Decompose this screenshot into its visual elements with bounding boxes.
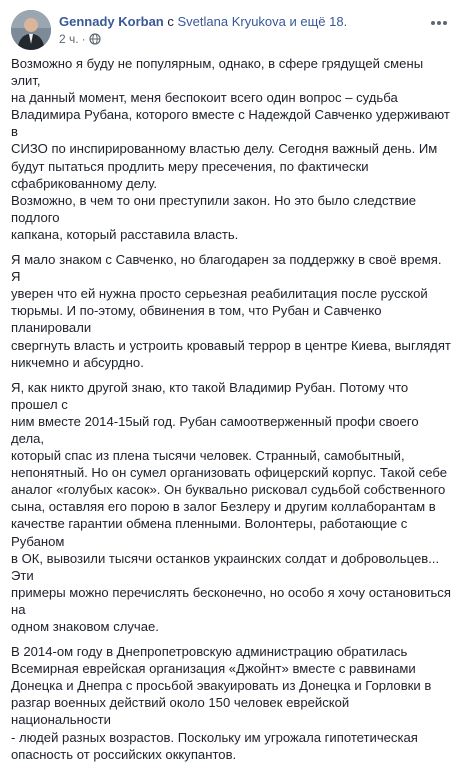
avatar-image: [11, 10, 51, 50]
post-text-line: никчемно и абсурдно.: [11, 354, 144, 370]
post-text-line: Всемирная еврейская организация «Джойнт» вместе с раввинами: [11, 661, 416, 677]
post-text-line: качестве гарантии обмена пленными. Волонтеры, работающие с Рубаном: [11, 516, 408, 549]
globe-icon[interactable]: [89, 33, 101, 49]
post-text-line: В 2014-ом году в Днепропетровскую администрацию обратилась: [11, 644, 408, 660]
tagged-people-link[interactable]: Svetlana Kryukova и ещё 18.: [177, 14, 348, 29]
post-meta: [59, 31, 101, 49]
post-text-line: который спас из плена тысячи человек. Странный, самобытный,: [11, 448, 405, 464]
post-text-line: будут пытаться продлить меру пресечения, по фактически: [11, 158, 369, 174]
post-text-line: Возможно, в чем то они преступили закон. Но это было следствие подлого: [11, 192, 417, 225]
post-text-line: сына, оставляя его порою в залог Безлеру и другим коллаборантам в: [11, 499, 436, 515]
post-text-line: свергнуть власть и устроить кровавый террор в центре Киева, выглядят: [11, 337, 451, 353]
post-text-line: ним вместе 2014-15ый год. Рубан самоотверженный профи своего дела,: [11, 413, 419, 446]
post-paragraph-2: [11, 251, 452, 371]
post-body: [11, 55, 452, 771]
post-text-line: капкана, который расставила власть.: [11, 226, 239, 242]
post-text-line: СИЗО по инспирированному властью делу. Сегодня важный день. Им: [11, 141, 438, 157]
post-text-line: Я мало знаком с Савченко, но благодарен за поддержку в своё время. Я: [11, 252, 442, 285]
post-paragraph-1: [11, 55, 452, 243]
post-text-line: на данный момент, меня беспокоит всего один вопрос – судьба: [11, 90, 398, 106]
post-text-line: Владимира Рубана, которого вместе с Надеждой Савченко удерживают в: [11, 107, 450, 140]
post-text-line: аналог «голубых касок». Он буквально рисковал судьбой собственного: [11, 482, 446, 498]
with-word: с: [167, 14, 174, 29]
post-title-line: [59, 13, 347, 30]
post-text-line: - людей разных возрастов. Поскольку им угрожала гипотетическая: [11, 729, 418, 745]
post-timestamp[interactable]: 2 ч.: [59, 32, 79, 46]
post-text-line: Донецка и Днепра с просьбой эвакуировать из Донецка и Горловки в: [11, 678, 432, 694]
more-options-icon[interactable]: [428, 16, 450, 28]
post-paragraph-3: [11, 379, 452, 635]
post-text-line: разгар военных действий около 150 человек еврейской национальности: [11, 695, 350, 728]
post-text-line: Возможно я буду не популярным, однако, в сфере грядущей смены элит,: [11, 56, 424, 89]
post-header: [11, 10, 452, 50]
avatar[interactable]: [11, 10, 51, 50]
post-text-line: сфабрикованному делу.: [11, 175, 158, 191]
author-name[interactable]: Gennady Korban: [59, 14, 164, 29]
post-text-line: примеры можно перечислять бесконечно, но особо я хочу остановиться на: [11, 584, 451, 617]
meta-separator: ·: [81, 32, 86, 46]
post-text-line: непонятный. Но он сумел организовать офицерский корпус. Такой себе: [11, 465, 448, 481]
post-text-line: опасность от российских оккупантов.: [11, 746, 237, 762]
post-text-line: Я, как никто другой знаю, кто такой Владимир Рубан. Потому что прошел с: [11, 379, 409, 412]
post-paragraph-4: [11, 643, 452, 763]
post-text-line: уверен что ей нужна просто серьезная реабилитация после русской: [11, 286, 428, 302]
post-text-line: тюрьмы. И по-этому, обвинения в том, что Рубан и Савченко планировали: [11, 303, 382, 336]
post-text-line: одном знаковом случае.: [11, 619, 159, 634]
post-text-line: в ОК, вывозили тысячи останков украинских солдат и добровольцев... Эти: [11, 550, 440, 583]
